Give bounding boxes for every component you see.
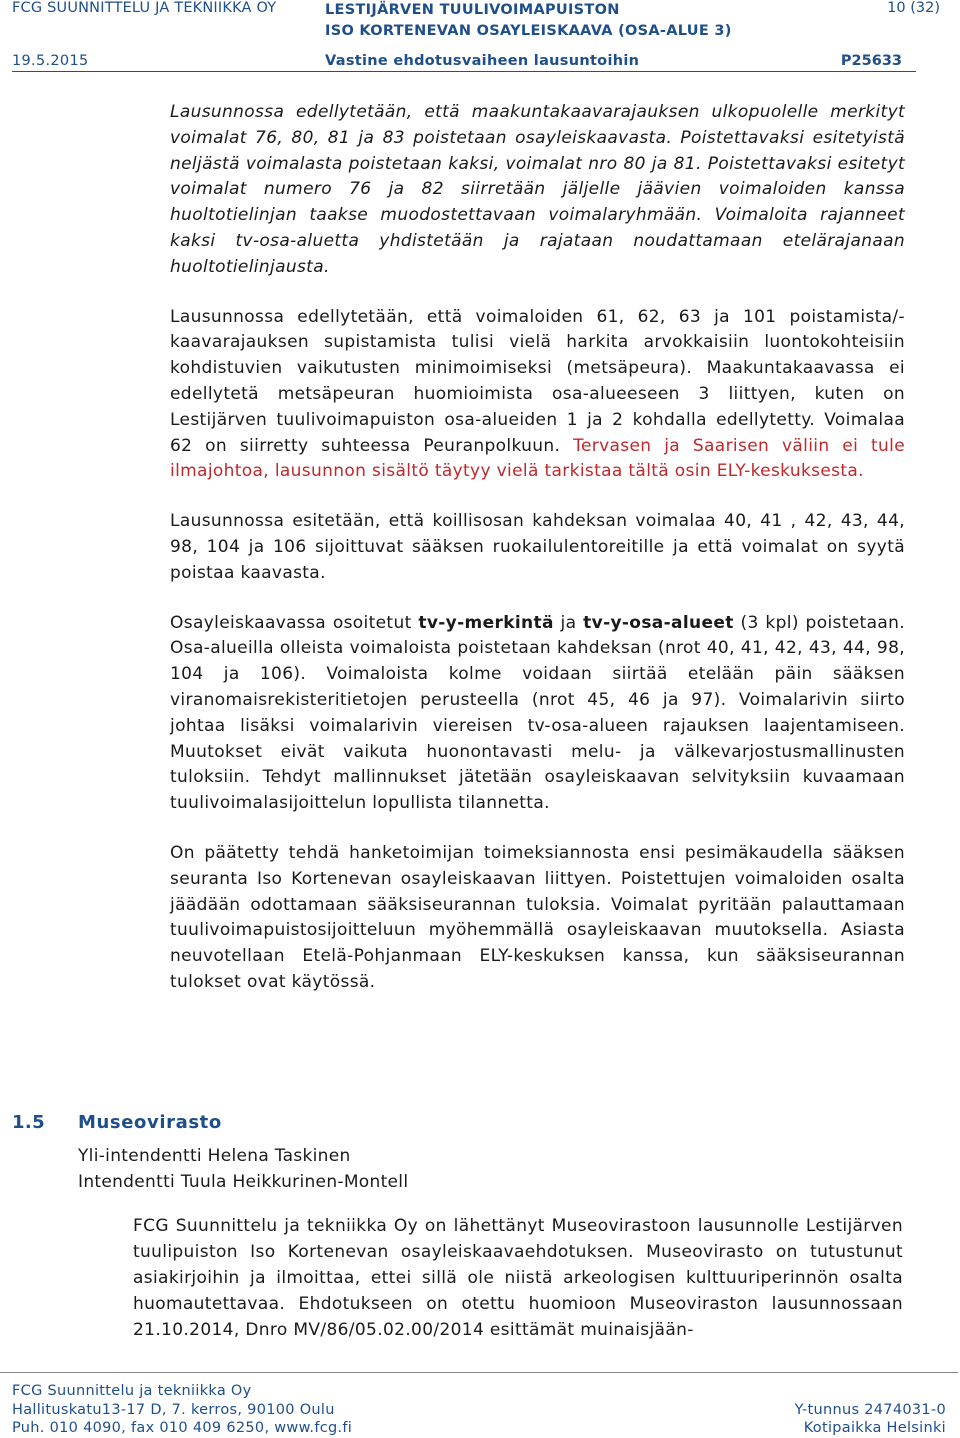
paragraph-2-text: Lausunnossa edellytetään, että voimaloiden 61, 62, 63 ja 101 poistamista/-kaavarajauksen supistamista tulisi vielä harkita arvokkaisiin luontokohteisiin kohdistuvien vaikutusten minimoimiseksi (metsäpeura). Maakuntakaavassa ei edellytetä metsäpeuran huomioimista osa-alueeseen 3 liittyen, kuten on Lestijärven tuulivoimapuiston osa-alueiden 1 ja 2 kohdalla edellytetty. Voimalaa 62 on siirretty suhteessa Peuranpolkuun.: [170, 306, 905, 456]
header-date: 19.5.2015: [12, 53, 89, 69]
header-project: [325, 0, 732, 42]
header-divider: [12, 71, 916, 72]
footer-contact: Puh. 010 4090, fax 010 409 6250, www.fcg.fi: [12, 1420, 353, 1436]
paragraph-2-red-note: Tervasen ja Saarisen väliin ei tule ilmajohtoa, lausunnon sisältö täytyy vielä tarkistaa tältä osin ELY-keskuksesta.: [170, 435, 905, 482]
statement-author-1: Yli-intendentti Helena Taskinen: [78, 1146, 351, 1166]
statement-author-2: Intendentti Tuula Heikkurinen-Montell: [78, 1172, 409, 1192]
header-project-code: P25633: [840, 53, 902, 69]
museovirasto-statement: [133, 1213, 903, 1343]
header-subtitle: Vastine ehdotusvaiheen lausuntoihin: [325, 53, 640, 69]
response-body: [170, 100, 905, 1020]
paragraph-1: Lausunnossa edellytetään, että maakuntakaavarajauksen ulkopuolelle merkityt voimalat 76, 80, 81 ja 83 poistetaan osayleiskaavasta. Poistettavaksi esitetyistä neljästä voimalasta poistetaan kaksi, voimalat nro 80 ja 81. Poistettavaksi esitetyt voimalat numero 76 ja 82 siirretään jäljelle jäävien voimaloiden kanssa huoltotielinjan taakse muodostettavaan voimalaryhmään. Voimaloita rajanneet kaksi tv-osa-aluetta yhdistetään ja rajataan noudattamaan etelärajanaan huoltotielinjausta.: [170, 102, 905, 277]
paragraph-4-term-2: tv-y-osa-alueet: [583, 612, 734, 633]
section-number: 1.5: [12, 1112, 46, 1133]
header-project-line1: LESTIJÄRVEN TUULIVOIMAPUISTON: [325, 2, 620, 18]
footer-business-id: Y-tunnus 2474031-0: [794, 1402, 946, 1418]
paragraph-3: Lausunnossa esitetään, että koillisosan kahdeksan voimalaa 40, 41 , 42, 43, 44, 98, 104 ja 106 sijoittuvat sääksen ruokailulentoreitille ja että voimalat on syytä poistaa kaavasta.: [170, 511, 905, 583]
paragraph-5: On päätetty tehdä hanketoimijan toimeksiannosta ensi pesimäkaudella sääksen seuranta Iso Kortenevan osayleiskaavan liittyen. Poistettujen voimaloiden osalta jäädään odottamaan sääksiseurannan tuloksia. Voimalat pyritään palauttamaan tuulivoimapuistosijoitteluun myöhemmällä osayleiskaavan muutoksella. Asiasta neuvotellaan Etelä-Pohjanmaan ELY-keskuksen kanssa, kun sääksiseurannan tulokset ovat käytössä.: [170, 842, 905, 992]
section-title: Museovirasto: [78, 1112, 222, 1133]
footer-company: FCG Suunnittelu ja tekniikka Oy: [12, 1383, 252, 1399]
paragraph-4-text-c: ja: [560, 612, 577, 633]
footer-address: Hallituskatu13-17 D, 7. kerros, 90100 Oulu: [12, 1402, 335, 1418]
paragraph-4-term-1: tv-y-merkintä: [418, 612, 554, 633]
paragraph-4-text-a: Osayleiskaavassa osoitetut: [170, 612, 412, 633]
footer-domicile: Kotipaikka Helsinki: [803, 1420, 946, 1436]
header-company: FCG SUUNNITTELU JA TEKNIIKKA OY: [12, 0, 277, 16]
museovirasto-statement-text: FCG Suunnittelu ja tekniikka Oy on lähettänyt Museovirastoon lausunnolle Lestijärven tuulipuiston Iso Kortenevan osayleiskaavaehdotuksen. Museovirasto on tutustunut asiakirjoihin ja ilmoittaa, ettei sillä ole niistä arkeologisen kulttuuriperinnön osalta huomautettavaa. Ehdotukseen on otettu huomioon Museoviraston lausunnossaan 21.10.2014, Dnro MV/86/05.02.00/2014 esittämät muinaisjään-: [133, 1216, 903, 1340]
paragraph-4: [170, 611, 905, 817]
paragraph-4-text-d: (3 kpl) poistetaan. Osa-alueilla olleista voimaloista poistetaan kahdeksan (nrot 40, 41, 42, 43, 44, 98, 104 ja 106). Voimaloista kolme voidaan siirtää etelään päin sääksen viranomaisrekisteritietojen perusteella (nrot 45, 46 ja 97). Voimalarivin siirto johtaa lisäksi voimalarivin viereisen tv-osa-alueen rajauksen laajentamiseen. Muutokset eivät vaikuta huonontavasti melu- ja välkevarjostusmallinusten tuloksiin. Tehdyt mallinnukset jätetään osayleiskaavan selvityksiin kuvaamaan tuulivoimalasijoittelun lopullista tilannetta.: [170, 612, 905, 814]
header-project-line2: ISO KORTENEVAN OSAYLEISKAAVA (OSA-ALUE 3): [325, 23, 732, 39]
page-number: 10 (32): [887, 0, 940, 16]
paragraph-2: [170, 305, 905, 486]
footer-divider: [0, 1372, 958, 1373]
